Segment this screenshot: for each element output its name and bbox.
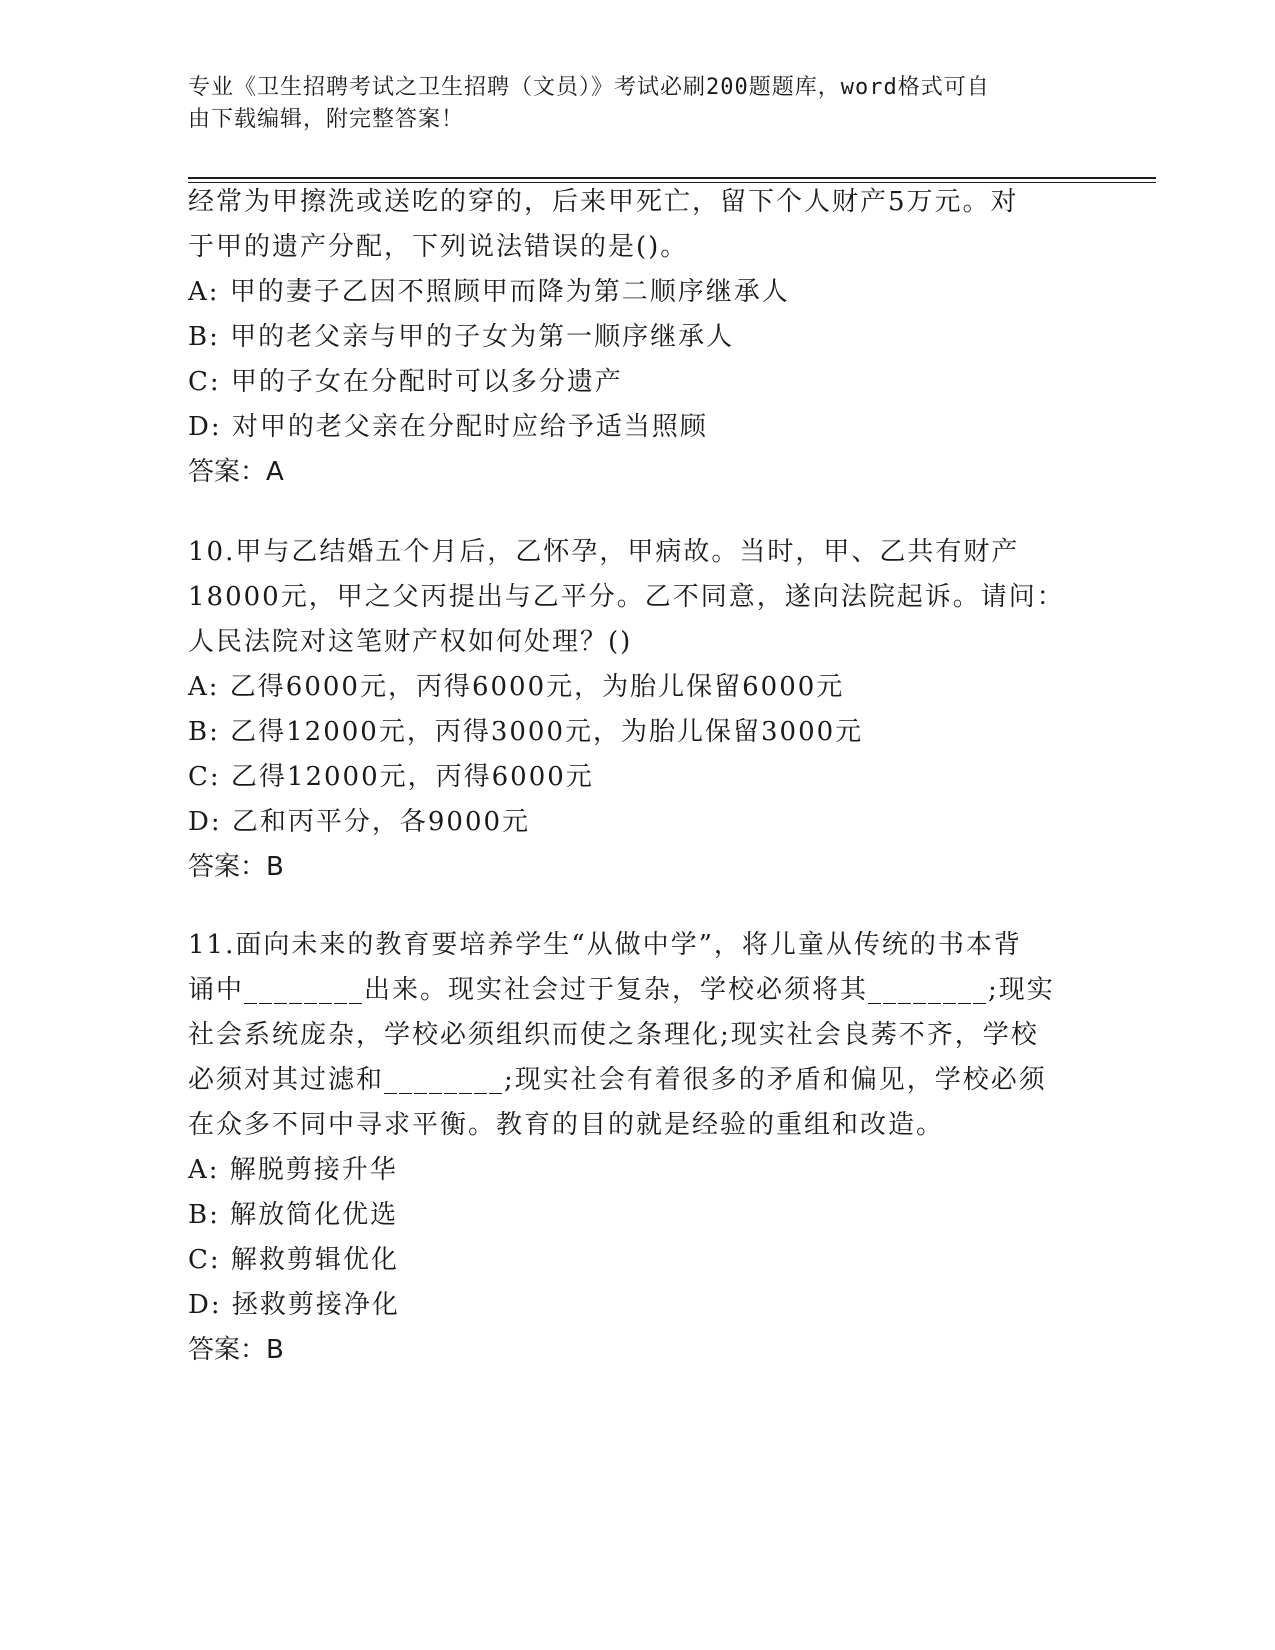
option-d: D: 乙和丙平分，各9000元 <box>188 807 531 837</box>
answer-label: 答案：A <box>188 457 284 487</box>
question-stem-line: 必须对其过滤和________;现实社会有着很多的矛盾和偏见，学校必须 <box>188 1065 1047 1095</box>
header-line-2: 由下载编辑，附完整答案！ <box>188 107 465 132</box>
answer-label: 答案：B <box>188 1335 284 1365</box>
option-b: B: 解放简化优选 <box>188 1200 399 1230</box>
header-divider-thick <box>188 177 1156 179</box>
option-c: C: 甲的子女在分配时可以多分遗产 <box>188 367 623 397</box>
question-stem-line: 诵中________出来。现实社会过于复杂，学校必须将其________;现实 <box>188 975 1055 1005</box>
question-stem-line: 于甲的遗产分配，下列说法错误的是()。 <box>188 232 689 262</box>
question-stem-line: 人民法院对这笔财产权如何处理？() <box>188 627 633 657</box>
question-stem-line: 在众多不同中寻求平衡。教育的目的就是经验的重组和改造。 <box>188 1110 945 1140</box>
option-c: C: 乙得12000元，丙得6000元 <box>188 762 594 792</box>
question-stem-line: 11.面向未来的教育要培养学生“从做中学”，将儿童从传统的书本背 <box>188 930 1022 960</box>
document-header <box>188 72 1068 136</box>
option-b: B: 乙得12000元，丙得3000元，为胎儿保留3000元 <box>188 717 864 747</box>
answer-label: 答案：B <box>188 852 284 882</box>
option-d: D: 拯救剪接净化 <box>188 1290 400 1320</box>
question-9 <box>188 180 1088 495</box>
option-c: C: 解救剪辑优化 <box>188 1245 399 1275</box>
option-a: A: 解脱剪接升华 <box>188 1155 398 1185</box>
question-11 <box>188 923 1088 1373</box>
question-stem-line: 18000元，甲之父丙提出与乙平分。乙不同意，遂向法院起诉。请问： <box>188 582 1065 612</box>
option-a: A: 甲的妻子乙因不照顾甲而降为第二顺序继承人 <box>188 277 790 307</box>
question-stem-line: 经常为甲擦洗或送吃的穿的，后来甲死亡，留下个人财产5万元。对 <box>188 187 1019 217</box>
header-line-1: 专业《卫生招聘考试之卫生招聘（文员）》考试必刷200题题库，word格式可自 <box>188 75 990 100</box>
question-stem-line: 社会系统庞杂，学校必须组织而使之条理化;现实社会良莠不齐，学校 <box>188 1020 1039 1050</box>
option-a: A: 乙得6000元，丙得6000元，为胎儿保留6000元 <box>188 672 845 702</box>
option-b: B: 甲的老父亲与甲的子女为第一顺序继承人 <box>188 322 735 352</box>
question-stem-line: 10.甲与乙结婚五个月后，乙怀孕，甲病故。当时，甲、乙共有财产 <box>188 537 1020 567</box>
question-10 <box>188 530 1088 890</box>
option-d: D: 对甲的老父亲在分配时应给予适当照顾 <box>188 412 708 442</box>
